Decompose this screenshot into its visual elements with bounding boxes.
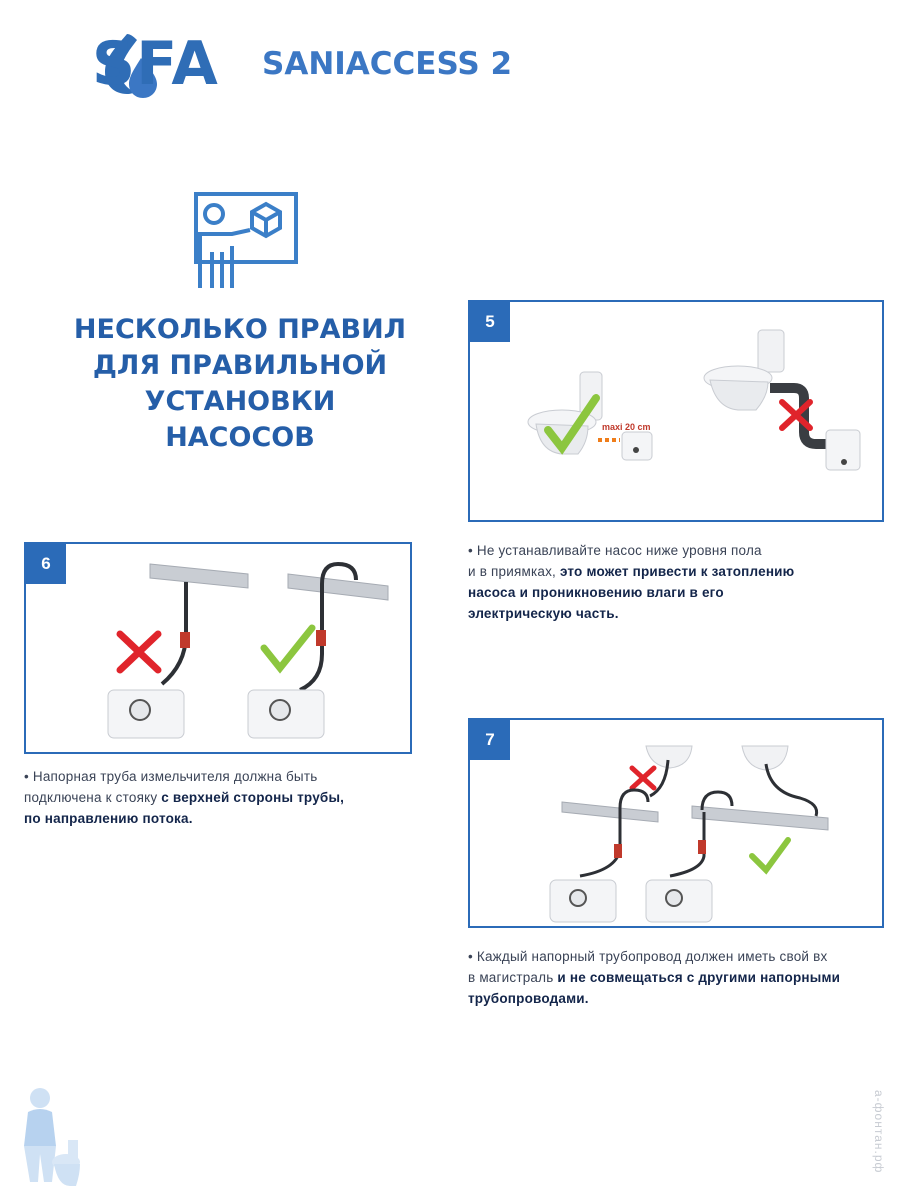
caption-line <box>468 967 900 988</box>
panel-number: 7 <box>470 720 510 760</box>
caption-line <box>468 582 878 603</box>
caption-emphasis: трубопроводами. <box>468 991 589 1006</box>
product-title: SANIACCESS 2 <box>262 46 513 82</box>
panel-number: 5 <box>470 302 510 342</box>
brand-logo-text: SFA <box>92 29 219 99</box>
panel-rule-5 <box>468 300 884 522</box>
heading-line: ДЛЯ ПРАВИЛЬНОЙ <box>92 350 388 381</box>
panel-rule-7 <box>468 718 884 928</box>
caption-line <box>468 988 900 1009</box>
rule-6-illustration <box>26 544 410 752</box>
main-pipe <box>692 806 828 830</box>
heading-line: НАСОСОВ <box>165 422 315 453</box>
presenter-board-icon <box>190 190 300 290</box>
caption-line <box>24 808 404 829</box>
max-distance-label: maxi 20 cm <box>602 422 651 432</box>
caption-emphasis: насоса и проникновению влаги в его <box>468 585 724 600</box>
caption-emphasis: по направлению потока. <box>24 811 193 826</box>
panel-number: 6 <box>26 544 66 584</box>
plumber-mascot-icon <box>10 1082 82 1190</box>
caption-rule-5 <box>468 540 878 624</box>
site-watermark <box>872 1090 894 1190</box>
caption-rule-7 <box>468 946 900 1009</box>
rule-7-illustration <box>470 720 882 926</box>
caption-text: подключена к стояку <box>24 790 162 805</box>
stack-pipe <box>150 564 248 588</box>
caption-line: • Напорная труба измельчителя должна быть <box>24 769 318 784</box>
caption-emphasis: с верхней стороны трубы, <box>161 790 345 805</box>
main-pipe <box>562 802 658 822</box>
heading-line: НЕСКОЛЬКО ПРАВИЛ <box>73 314 407 345</box>
caption-line <box>468 561 878 582</box>
caption-line <box>468 603 878 624</box>
stack-pipe <box>288 574 388 600</box>
caption-line: • Не устанавливайте насос ниже уровня пола <box>468 543 762 558</box>
caption-text: в магистраль <box>468 970 558 985</box>
rule-5-illustration <box>470 302 882 520</box>
caption-rule-6 <box>24 766 404 829</box>
toilet-icon <box>704 330 784 410</box>
caption-emphasis: и не совмещаться с другими напорными <box>557 970 841 985</box>
check-mark-icon <box>752 840 788 870</box>
caption-line <box>24 787 404 808</box>
caption-emphasis: это может привести к затоплению <box>559 564 795 579</box>
heading-line: УСТАНОВКИ <box>144 386 336 417</box>
cross-icon <box>120 634 158 670</box>
panel-rule-6 <box>24 542 412 754</box>
check-mark-icon <box>264 628 312 668</box>
caption-line: • Каждый напорный трубопровод должен иметь свой вх <box>468 949 828 964</box>
caption-emphasis: электрическую часть. <box>468 606 619 621</box>
caption-text: и в приямках, <box>468 564 560 579</box>
cross-icon <box>632 768 654 788</box>
watermark-text: а-фонтан.рф <box>872 1090 886 1174</box>
pump-unit-icon <box>622 432 652 460</box>
main-heading <box>40 312 440 456</box>
